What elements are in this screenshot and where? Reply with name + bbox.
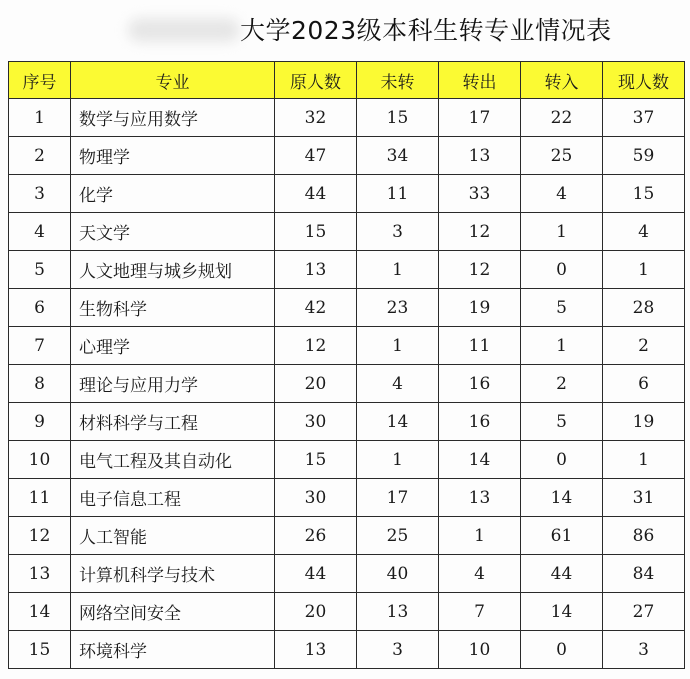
table-row xyxy=(9,137,685,175)
cell-transferred-in: 1 xyxy=(521,213,603,251)
cell-transferred-in: 0 xyxy=(521,251,603,289)
title-row xyxy=(0,0,690,58)
table-row xyxy=(9,213,685,251)
table-row xyxy=(9,327,685,365)
cell-index: 3 xyxy=(9,175,71,213)
cell-original-count: 47 xyxy=(275,137,357,175)
cell-index: 13 xyxy=(9,555,71,593)
cell-not-transferred: 11 xyxy=(357,175,439,213)
cell-transferred-out: 19 xyxy=(439,289,521,327)
cell-current-count: 4 xyxy=(603,213,685,251)
cell-major: 生物科学 xyxy=(71,289,275,327)
table-row xyxy=(9,289,685,327)
cell-not-transferred: 1 xyxy=(357,251,439,289)
cell-major: 人文地理与城乡规划 xyxy=(71,251,275,289)
cell-transferred-in: 14 xyxy=(521,593,603,631)
cell-transferred-out: 7 xyxy=(439,593,521,631)
cell-index: 8 xyxy=(9,365,71,403)
cell-original-count: 32 xyxy=(275,99,357,137)
cell-transferred-out: 14 xyxy=(439,441,521,479)
cell-index: 1 xyxy=(9,99,71,137)
cell-not-transferred: 17 xyxy=(357,479,439,517)
cell-transferred-out: 13 xyxy=(439,479,521,517)
cell-transferred-out: 4 xyxy=(439,555,521,593)
cell-index: 15 xyxy=(9,631,71,669)
cell-original-count: 13 xyxy=(275,251,357,289)
header-not-transferred: 未转 xyxy=(357,62,439,99)
cell-not-transferred: 3 xyxy=(357,631,439,669)
cell-index: 9 xyxy=(9,403,71,441)
cell-transferred-in: 0 xyxy=(521,631,603,669)
cell-transferred-out: 16 xyxy=(439,365,521,403)
cell-major: 心理学 xyxy=(71,327,275,365)
cell-original-count: 30 xyxy=(275,479,357,517)
cell-index: 12 xyxy=(9,517,71,555)
cell-original-count: 26 xyxy=(275,517,357,555)
cell-original-count: 20 xyxy=(275,365,357,403)
cell-current-count: 28 xyxy=(603,289,685,327)
header-major: 专业 xyxy=(71,62,275,99)
cell-current-count: 59 xyxy=(603,137,685,175)
cell-current-count: 86 xyxy=(603,517,685,555)
header-transferred-out: 转出 xyxy=(439,62,521,99)
cell-original-count: 12 xyxy=(275,327,357,365)
major-transfer-table xyxy=(8,61,685,669)
cell-major: 物理学 xyxy=(71,137,275,175)
header-index: 序号 xyxy=(9,62,71,99)
cell-index: 14 xyxy=(9,593,71,631)
cell-transferred-out: 12 xyxy=(439,213,521,251)
cell-current-count: 84 xyxy=(603,555,685,593)
table-body xyxy=(9,99,685,669)
cell-current-count: 15 xyxy=(603,175,685,213)
cell-transferred-in: 61 xyxy=(521,517,603,555)
cell-major: 电子信息工程 xyxy=(71,479,275,517)
cell-current-count: 3 xyxy=(603,631,685,669)
cell-original-count: 15 xyxy=(275,441,357,479)
cell-index: 10 xyxy=(9,441,71,479)
cell-not-transferred: 3 xyxy=(357,213,439,251)
table-row xyxy=(9,251,685,289)
cell-index: 5 xyxy=(9,251,71,289)
cell-transferred-in: 44 xyxy=(521,555,603,593)
cell-major: 数学与应用数学 xyxy=(71,99,275,137)
cell-not-transferred: 40 xyxy=(357,555,439,593)
cell-current-count: 1 xyxy=(603,251,685,289)
cell-transferred-out: 10 xyxy=(439,631,521,669)
table-title: 大学2023级本科生转专业情况表 xyxy=(240,16,612,45)
cell-transferred-in: 5 xyxy=(521,289,603,327)
cell-transferred-out: 33 xyxy=(439,175,521,213)
table-row xyxy=(9,365,685,403)
cell-index: 2 xyxy=(9,137,71,175)
cell-transferred-out: 17 xyxy=(439,99,521,137)
cell-current-count: 19 xyxy=(603,403,685,441)
cell-not-transferred: 14 xyxy=(357,403,439,441)
header-row xyxy=(9,62,685,99)
cell-transferred-in: 4 xyxy=(521,175,603,213)
cell-transferred-in: 25 xyxy=(521,137,603,175)
cell-original-count: 20 xyxy=(275,593,357,631)
cell-original-count: 42 xyxy=(275,289,357,327)
cell-current-count: 27 xyxy=(603,593,685,631)
cell-major: 天文学 xyxy=(71,213,275,251)
table-row xyxy=(9,441,685,479)
table-row xyxy=(9,99,685,137)
cell-original-count: 30 xyxy=(275,403,357,441)
cell-transferred-in: 14 xyxy=(521,479,603,517)
cell-major: 人工智能 xyxy=(71,517,275,555)
cell-major: 材料科学与工程 xyxy=(71,403,275,441)
cell-original-count: 13 xyxy=(275,631,357,669)
header-original-count: 原人数 xyxy=(275,62,357,99)
cell-original-count: 15 xyxy=(275,213,357,251)
cell-not-transferred: 23 xyxy=(357,289,439,327)
cell-current-count: 37 xyxy=(603,99,685,137)
cell-current-count: 2 xyxy=(603,327,685,365)
cell-index: 7 xyxy=(9,327,71,365)
cell-transferred-out: 13 xyxy=(439,137,521,175)
cell-transferred-out: 1 xyxy=(439,517,521,555)
cell-major: 理论与应用力学 xyxy=(71,365,275,403)
cell-transferred-out: 16 xyxy=(439,403,521,441)
cell-transferred-out: 11 xyxy=(439,327,521,365)
cell-major: 电气工程及其自动化 xyxy=(71,441,275,479)
table-row xyxy=(9,593,685,631)
cell-index: 6 xyxy=(9,289,71,327)
cell-not-transferred: 34 xyxy=(357,137,439,175)
table-row xyxy=(9,517,685,555)
redacted-university-name xyxy=(128,18,240,42)
cell-not-transferred: 1 xyxy=(357,441,439,479)
cell-transferred-in: 0 xyxy=(521,441,603,479)
cell-current-count: 6 xyxy=(603,365,685,403)
cell-transferred-in: 2 xyxy=(521,365,603,403)
header-transferred-in: 转入 xyxy=(521,62,603,99)
cell-current-count: 1 xyxy=(603,441,685,479)
cell-current-count: 31 xyxy=(603,479,685,517)
cell-not-transferred: 4 xyxy=(357,365,439,403)
cell-index: 11 xyxy=(9,479,71,517)
cell-not-transferred: 13 xyxy=(357,593,439,631)
table-row xyxy=(9,403,685,441)
cell-not-transferred: 15 xyxy=(357,99,439,137)
cell-major: 环境科学 xyxy=(71,631,275,669)
cell-major: 化学 xyxy=(71,175,275,213)
header-current-count: 现人数 xyxy=(603,62,685,99)
cell-index: 4 xyxy=(9,213,71,251)
cell-transferred-in: 22 xyxy=(521,99,603,137)
cell-transferred-out: 12 xyxy=(439,251,521,289)
table-row xyxy=(9,175,685,213)
cell-transferred-in: 1 xyxy=(521,327,603,365)
cell-major: 网络空间安全 xyxy=(71,593,275,631)
cell-major: 计算机科学与技术 xyxy=(71,555,275,593)
table-row xyxy=(9,555,685,593)
cell-not-transferred: 1 xyxy=(357,327,439,365)
table-row xyxy=(9,631,685,669)
cell-not-transferred: 25 xyxy=(357,517,439,555)
cell-original-count: 44 xyxy=(275,175,357,213)
table-header xyxy=(9,62,685,99)
cell-transferred-in: 5 xyxy=(521,403,603,441)
table-row xyxy=(9,479,685,517)
cell-original-count: 44 xyxy=(275,555,357,593)
